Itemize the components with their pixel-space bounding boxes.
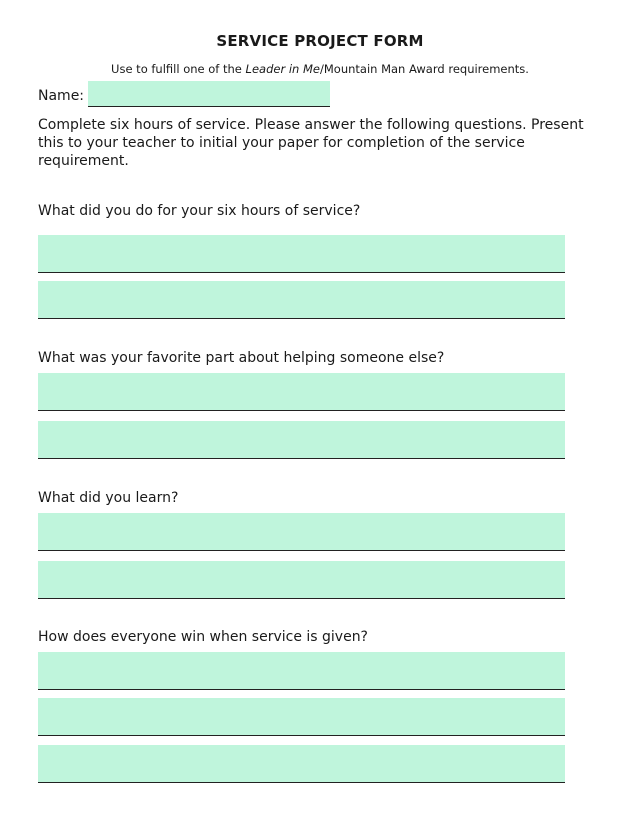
subtitle-program-name: Leader in Me	[245, 62, 320, 76]
question-1-label: What did you do for your six hours of service?	[38, 203, 361, 219]
subtitle-text-start: Use to fulfill one of the	[111, 62, 246, 76]
question-2-answer-line-2[interactable]	[38, 421, 565, 459]
question-2-answer-line-1[interactable]	[38, 373, 565, 411]
question-3-label: What did you learn?	[38, 490, 179, 506]
form-subtitle	[0, 62, 640, 76]
question-3-answer-line-2[interactable]	[38, 561, 565, 599]
name-label: Name:	[38, 88, 85, 104]
question-4-answer-line-1[interactable]	[38, 652, 565, 690]
question-1-answer-line-1[interactable]	[38, 235, 565, 273]
question-4-label: How does everyone win when service is given?	[38, 629, 368, 645]
instructions-paragraph: Complete six hours of service. Please answer the following questions. Present this to your teacher to initial your paper for completion of the service requirement.	[38, 117, 584, 169]
subtitle-text-end: /Mountain Man Award requirements.	[319, 62, 529, 76]
form-title: SERVICE PROJECT FORM	[216, 32, 424, 50]
question-1-answer-line-2[interactable]	[38, 281, 565, 319]
name-row	[38, 86, 330, 106]
question-3-answer-line-1[interactable]	[38, 513, 565, 551]
question-4-answer-line-2[interactable]	[38, 698, 565, 736]
name-input[interactable]	[88, 81, 330, 107]
question-2-label: What was your favorite part about helping someone else?	[38, 350, 445, 366]
question-4-answer-line-3[interactable]	[38, 745, 565, 783]
